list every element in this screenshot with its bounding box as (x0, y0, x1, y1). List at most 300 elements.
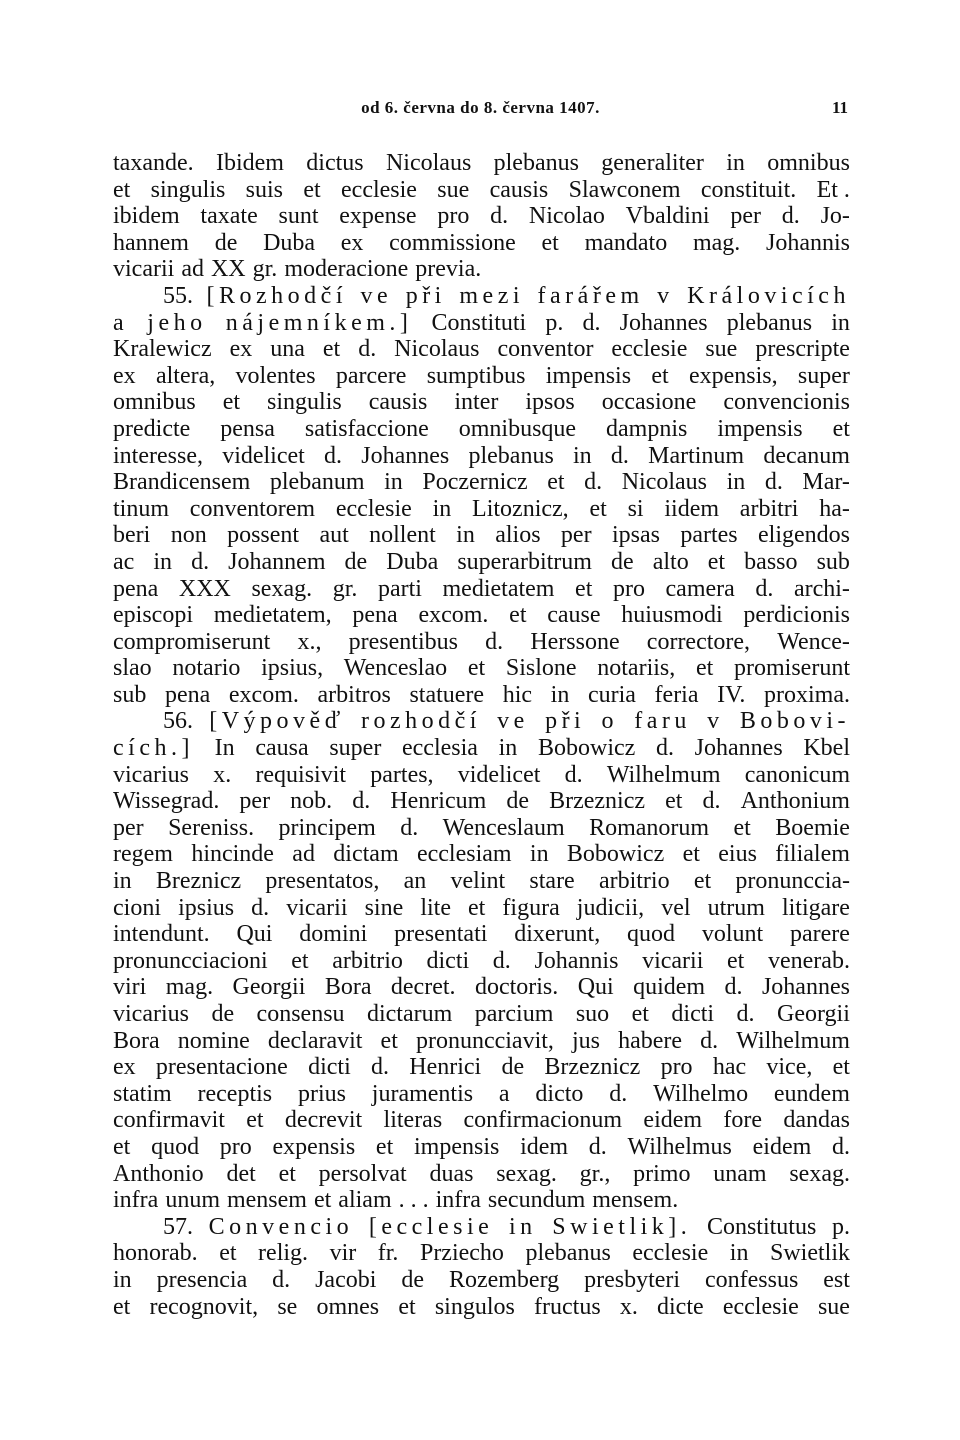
word: excom. (418, 602, 489, 629)
word: dictam (333, 841, 399, 868)
word: nob. (290, 788, 333, 815)
text-line (113, 1001, 850, 1028)
word: pena (164, 681, 211, 708)
text-line (113, 735, 850, 762)
word: per (113, 814, 144, 841)
word: Wilhelmum (606, 761, 721, 788)
word: domini (299, 921, 368, 948)
word: ecclesia (402, 735, 478, 762)
word: Brzeznicz (549, 788, 646, 815)
word: et (380, 1027, 398, 1054)
word: unum (165, 1187, 220, 1214)
word: Johannis (534, 947, 619, 974)
text-line (113, 549, 850, 576)
word: d. (588, 1133, 607, 1160)
word: utrum (707, 894, 765, 921)
word: Breznicz (155, 868, 242, 895)
word: judicii, (576, 894, 645, 921)
word: d. (371, 1054, 389, 1081)
word: x. (213, 761, 232, 788)
word: slao (113, 655, 152, 682)
word: Brandicensem (113, 469, 251, 496)
word: ex (340, 229, 364, 256)
word: eidem (752, 1133, 812, 1160)
word: perdicionis (743, 602, 850, 629)
word: occasione (601, 389, 697, 416)
word: eidem (643, 1107, 703, 1134)
word: Královicích (687, 282, 850, 309)
word: tinum (113, 495, 170, 522)
word: idem (520, 1133, 569, 1160)
word: et (113, 1293, 131, 1320)
word: plebanus (468, 442, 554, 469)
page-number: 11 (831, 98, 848, 117)
word: eundem (773, 1080, 850, 1107)
word: Et . (816, 176, 850, 203)
text-line (113, 948, 850, 975)
word: Johannes (619, 309, 708, 336)
text-line (113, 1107, 850, 1134)
word: et (727, 947, 745, 974)
word: Romanorum (589, 814, 710, 841)
word: arbitros (317, 681, 391, 708)
word: d. (582, 309, 601, 336)
word: omnibusque (458, 415, 577, 442)
word: XX (210, 256, 246, 283)
word: plebanus (525, 1240, 611, 1267)
word: volentes (235, 362, 316, 389)
word: et (695, 655, 714, 682)
word: Bobowicz (566, 841, 665, 868)
word: prescripte (755, 336, 850, 363)
word: taxande. (113, 150, 194, 176)
word: relig. (258, 1240, 309, 1267)
text-line (113, 310, 850, 337)
word: Constituti (431, 309, 527, 336)
word: de (214, 229, 238, 256)
text-line (113, 629, 850, 656)
word: secundum (487, 1187, 586, 1214)
word: pronuncciavit, (415, 1027, 554, 1054)
word: medietatem (442, 575, 555, 602)
word: Bora (113, 1027, 160, 1054)
word: hic (502, 681, 533, 708)
word: prius (297, 1080, 346, 1107)
word: impensis (545, 362, 632, 389)
word: p. (545, 309, 564, 336)
word: Litoznicz, (472, 495, 569, 522)
word: et (707, 548, 726, 575)
word: confirmacionum (463, 1107, 623, 1134)
word: in (726, 150, 745, 176)
word: arbitrio (598, 868, 670, 895)
word: satisfaccione (304, 415, 429, 442)
word: vicarii (286, 894, 348, 921)
word: superarbitrum (457, 548, 592, 575)
word: in (726, 469, 746, 496)
word: Wenceslaum (442, 814, 565, 841)
word: an (403, 868, 427, 895)
word: IV. (717, 681, 746, 708)
word: de (501, 1054, 525, 1081)
word: d. (655, 735, 674, 762)
word: figura (502, 894, 560, 921)
word: moderacione (284, 256, 409, 283)
word: Johannis (765, 229, 850, 256)
word: nájemníkem.] (225, 309, 413, 336)
word: mensem. (592, 1187, 679, 1214)
word: Sislone (505, 655, 577, 682)
word: x. (619, 1293, 638, 1320)
word: pro (612, 575, 645, 602)
word: in (456, 522, 475, 549)
word: si (627, 495, 644, 522)
word: d. (700, 1027, 719, 1054)
word: plebanus (493, 150, 579, 176)
text-line (113, 469, 850, 496)
word: de (344, 548, 368, 575)
word: dicte (657, 1293, 704, 1320)
word: vicarii (113, 256, 175, 283)
word: při (545, 708, 586, 735)
text-line (113, 496, 850, 523)
word: iidem (664, 495, 720, 522)
word: in (153, 548, 173, 575)
word: Kralewicz (113, 336, 212, 363)
word: d. (610, 442, 629, 469)
word: d. (490, 203, 509, 230)
word: videlicet (222, 442, 305, 469)
word: mag. (165, 974, 214, 1001)
word: sunt (278, 203, 319, 230)
word: Bobowicz (537, 735, 636, 762)
word: generaliter (601, 150, 704, 176)
word: et (575, 575, 593, 602)
text-line (113, 177, 850, 204)
text-line (113, 1028, 850, 1055)
text-line (113, 868, 850, 895)
word: arbitrio (332, 947, 403, 974)
word: aliam (338, 1187, 392, 1214)
text-line (113, 602, 850, 629)
word: alto (652, 548, 689, 575)
word: Ibidem (215, 150, 284, 176)
word: duas (429, 1160, 474, 1187)
word: Bobovi- (739, 708, 850, 735)
word: cích.] (113, 735, 194, 762)
word: hac (712, 1054, 747, 1081)
word: et (219, 1240, 237, 1267)
text-line (113, 895, 850, 922)
word: nollent (369, 522, 436, 549)
word: o (601, 708, 618, 735)
word: mag. (692, 229, 741, 256)
word: per (239, 788, 271, 815)
word: ad (292, 841, 315, 868)
word: x., (297, 628, 322, 655)
word: Anthonium (740, 788, 850, 815)
body-text (113, 150, 850, 1320)
word: statim (113, 1080, 172, 1107)
word: omnibus (767, 150, 850, 176)
word: impensis (413, 1133, 500, 1160)
word: Brzeznicz (544, 1054, 641, 1081)
word: v (657, 282, 674, 309)
word: [Výpověď (209, 708, 345, 735)
word: presentibus (348, 628, 458, 655)
word: inter (454, 389, 499, 416)
word: compromiserunt (113, 628, 271, 655)
word: pronuncciacioni (113, 947, 268, 974)
word: et (113, 176, 131, 203)
word: Constitutus (706, 1213, 817, 1240)
word: juramentis (371, 1080, 474, 1107)
word: proxima. (764, 681, 850, 708)
word: pro (660, 1054, 693, 1081)
word: et (467, 655, 486, 682)
word: et (222, 389, 241, 416)
word: d. (485, 628, 504, 655)
text-line (113, 1161, 850, 1188)
word: fore (723, 1107, 763, 1134)
word: intendunt. (113, 921, 210, 948)
word: ad (181, 256, 204, 283)
word: presencia (156, 1266, 248, 1293)
word: singulis (267, 389, 342, 416)
word: ecclesie (632, 1240, 709, 1267)
word: sue (437, 176, 470, 203)
word: Johannes (361, 442, 450, 469)
word: p. (831, 1213, 850, 1240)
word: camera (665, 575, 735, 602)
text-line (113, 1081, 850, 1108)
word: ecclesiam (416, 841, 512, 868)
word: feria (654, 681, 699, 708)
word: dixerunt, (514, 921, 601, 948)
word: d. (492, 947, 511, 974)
word: omnibus (113, 389, 196, 416)
word: de (611, 548, 634, 575)
word: parcere (335, 362, 407, 389)
word: in (831, 309, 850, 336)
word: hincinde (191, 841, 274, 868)
word: vicarius (113, 1001, 189, 1027)
word: sexag. (251, 575, 313, 602)
word: d. (584, 469, 603, 496)
word: in (573, 442, 592, 469)
word: Wilhelmus (627, 1133, 732, 1160)
word: pro (437, 203, 470, 230)
word: et (651, 362, 669, 389)
word: mensem (226, 1187, 307, 1214)
word: Johannem (228, 548, 326, 575)
word: vicarius (113, 761, 189, 788)
word: d. (781, 203, 800, 230)
word: Henrici (409, 1054, 482, 1081)
word: sexag. (496, 1160, 557, 1187)
word: una (270, 336, 305, 363)
word: se (277, 1293, 298, 1320)
word: principem (278, 814, 376, 841)
word: videlicet (457, 761, 541, 788)
word: Qui (236, 921, 273, 948)
word: infra (113, 1187, 159, 1214)
word: presentacione (155, 1054, 288, 1081)
word: Jacobi (315, 1266, 377, 1293)
word: altera, (155, 362, 216, 389)
word: et (589, 495, 607, 522)
word: Nicolaus (621, 469, 707, 496)
word: et (291, 947, 309, 974)
word: 56. (163, 708, 193, 735)
word: literas (383, 1107, 443, 1134)
text-line (113, 203, 850, 230)
word: in (529, 841, 549, 868)
word: infra (435, 1187, 481, 1214)
word: vicarii (642, 947, 704, 974)
word: Boemie (775, 814, 850, 841)
word: correctore, (646, 628, 751, 655)
word: conventor (497, 336, 594, 363)
word: parere (789, 921, 850, 948)
word: pensa (220, 415, 275, 442)
word: ecclesie (341, 176, 417, 203)
word: ecclesie (611, 336, 688, 363)
word: d. (400, 814, 419, 841)
word: et (693, 868, 712, 895)
word: possent (227, 522, 300, 549)
word: Jo- (820, 203, 850, 230)
word: ecclesie (335, 495, 412, 522)
word: Wissegrad. (113, 788, 220, 815)
word: aut (319, 522, 349, 549)
word: ha- (819, 495, 850, 522)
word: litigare (781, 894, 850, 921)
word: impensis (717, 415, 803, 442)
word: in (384, 469, 403, 496)
word: in (729, 1240, 749, 1267)
word: XXX (178, 575, 231, 602)
word: et (541, 229, 559, 256)
text-line (113, 416, 850, 443)
word: et (733, 814, 751, 841)
text-line (113, 363, 850, 390)
word: persolvat (318, 1160, 407, 1187)
word: omnes (316, 1293, 380, 1320)
word: presbyteri (584, 1266, 681, 1293)
word: vel (661, 894, 691, 921)
text-line (113, 1187, 850, 1214)
word: non (170, 522, 207, 549)
word: ac (113, 548, 135, 575)
word: et (547, 469, 565, 496)
word: ipsius (178, 894, 235, 921)
word: ve (497, 708, 529, 735)
word: consensu (256, 1001, 345, 1027)
word: parti (377, 575, 422, 602)
word: d. (324, 442, 343, 469)
word: partes (680, 522, 738, 549)
word: arbitri (739, 495, 799, 522)
word: in (550, 681, 570, 708)
word: ex (113, 1054, 136, 1081)
word: recognovit, (149, 1293, 259, 1320)
word: d. (736, 1001, 755, 1027)
word: dicti (308, 1054, 351, 1081)
word: faru (634, 708, 691, 735)
word: d. (702, 788, 721, 815)
word: in (432, 495, 452, 522)
page-header (113, 98, 848, 122)
word: d. (251, 894, 270, 921)
word: Qui (577, 974, 614, 1001)
word: det (226, 1160, 256, 1187)
word: dictarum (366, 1001, 453, 1027)
word: gr. (332, 575, 358, 602)
word: d. (764, 469, 783, 496)
word: ipsas (611, 522, 660, 549)
word: notario (172, 655, 241, 682)
word: venerab. (768, 947, 850, 974)
word: Swietlik]. (552, 1213, 692, 1240)
word: et (832, 415, 850, 442)
word: stare (529, 868, 575, 895)
word: Poczernicz (422, 469, 528, 496)
word: statuere (409, 681, 485, 708)
word: cause (547, 602, 601, 629)
word: de (506, 788, 530, 815)
text-line (113, 708, 850, 735)
word: cioni (113, 894, 161, 921)
word: episcopi (113, 602, 193, 629)
word: taxate (200, 203, 258, 230)
word: vir (329, 1240, 357, 1267)
text-line (113, 974, 850, 1001)
word: sine (364, 894, 404, 921)
text-line (113, 230, 850, 257)
word: de (211, 1001, 235, 1027)
word: viri (113, 974, 147, 1001)
word: quod (151, 1133, 200, 1160)
text-line (113, 1134, 850, 1161)
word: filialem (775, 841, 850, 868)
word: sue (705, 336, 738, 363)
text-line (113, 1267, 850, 1294)
word: mezi (459, 282, 525, 309)
word: commissione (389, 229, 516, 256)
word: et (832, 1054, 850, 1081)
word: habere (618, 1027, 683, 1054)
word: a (498, 1080, 510, 1107)
word: d. (755, 575, 774, 602)
word: per (560, 522, 592, 549)
word: in (498, 735, 518, 762)
word: presentatos, (265, 868, 380, 895)
word: causa (255, 735, 309, 762)
word: eligendos (758, 522, 850, 549)
word: presentati (394, 921, 488, 948)
word: dicti (426, 947, 470, 974)
text-line (113, 921, 850, 948)
word: primo (633, 1160, 691, 1187)
word: Johannes (761, 974, 850, 1001)
word: decrevit (284, 1107, 363, 1134)
text-line (113, 788, 850, 815)
word: Henricum (390, 788, 487, 815)
word: ex (113, 362, 136, 389)
text-line (113, 283, 850, 310)
word: Nicolao (528, 203, 605, 230)
